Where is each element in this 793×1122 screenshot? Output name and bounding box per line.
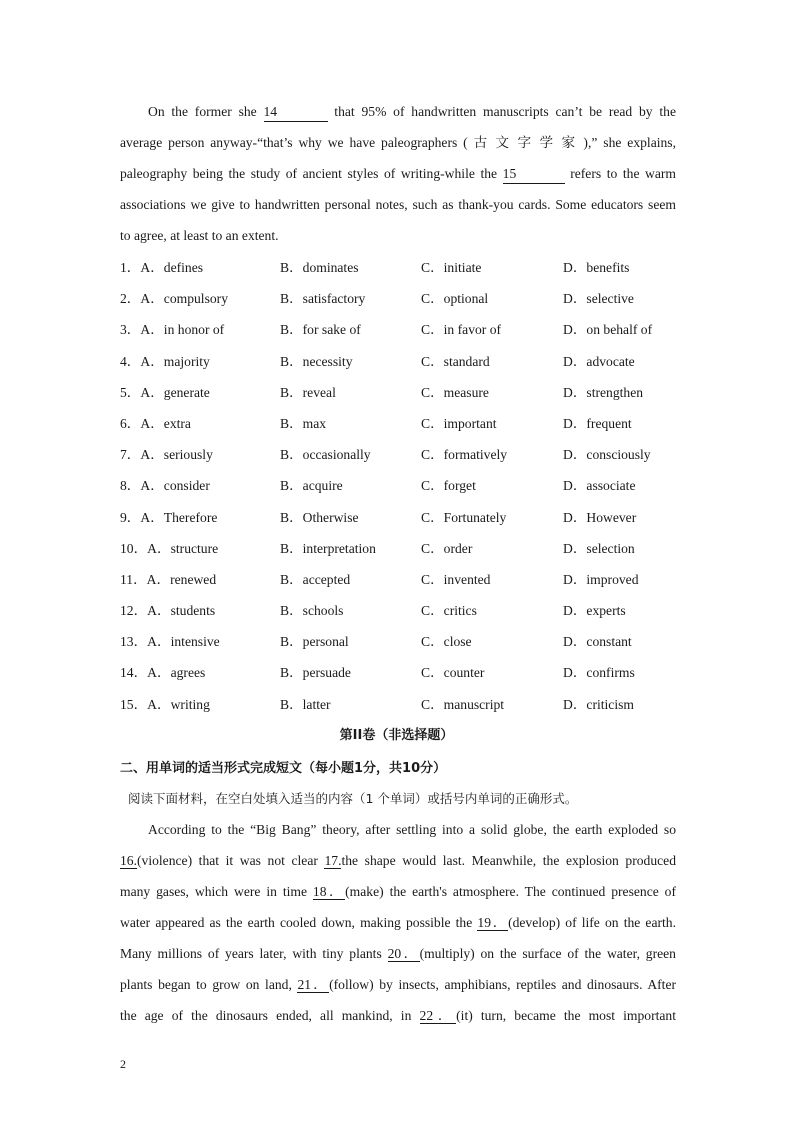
option-d: D．benefits — [563, 260, 630, 275]
option-b: B．persuade — [280, 665, 351, 681]
option-b: B．acquire — [280, 478, 343, 494]
option-d: D．improved — [563, 571, 639, 587]
passage-line: the age of the dinosaurs ended, all mankind, in 22．(it) turn, became the most important — [120, 1008, 677, 1023]
option-c: C．important — [421, 415, 497, 431]
option-a: 9．A．Therefore — [120, 509, 218, 525]
option-row — [120, 287, 680, 318]
option-d: D．frequent — [563, 415, 632, 431]
option-row — [120, 256, 680, 287]
option-row — [120, 412, 680, 443]
option-c: C．forget — [421, 478, 476, 494]
option-row — [120, 537, 680, 568]
option-d: D．criticism — [563, 696, 634, 712]
cloze-passage-ending — [120, 100, 676, 255]
page-number: 2 — [120, 1057, 126, 1071]
option-d: D．experts — [563, 603, 626, 619]
option-b: B．occasionally — [280, 447, 371, 463]
option-b: B．satisfactory — [280, 291, 366, 307]
option-b: B．accepted — [280, 571, 351, 587]
option-c: C．close — [421, 634, 472, 650]
option-c: C．standard — [421, 353, 490, 369]
option-d: D．strengthen — [563, 384, 644, 400]
option-c: C．counter — [421, 665, 485, 681]
option-d: D．constant — [563, 634, 632, 650]
option-c: C．manuscript — [421, 696, 505, 712]
option-a: 10．A．structure — [120, 540, 219, 556]
option-a: 2．A．compulsory — [120, 291, 228, 307]
option-b: B．reveal — [280, 384, 336, 400]
option-d: D．on behalf of — [563, 322, 653, 338]
option-c: C．invented — [421, 571, 491, 587]
blank-22: 22． — [419, 1008, 457, 1023]
option-row — [120, 630, 680, 661]
option-c: C．in favor of — [421, 322, 502, 338]
option-a: 3．A．in honor of — [120, 322, 225, 338]
option-row — [120, 474, 680, 505]
passage-line: 16.(violence) that it was not clear 17.the shape would last. Meanwhile, the explosion produced — [120, 853, 676, 868]
option-a: 8．A．consider — [120, 478, 210, 494]
option-a: 4．A．majority — [120, 353, 210, 369]
blank-19: 19． — [477, 915, 509, 930]
blank-14: 14 — [264, 103, 328, 122]
option-c: C．optional — [421, 291, 489, 307]
option-a: 1．A．defines — [120, 260, 204, 275]
option-c: C．formatively — [421, 447, 508, 463]
passage-line: According to the “Big Bang” theory, after settling into a solid globe, the earth exploded so — [148, 822, 676, 837]
blank-18: 18． — [312, 884, 346, 899]
option-row — [120, 381, 680, 412]
passage-line: water appeared as the earth cooled down, making possible the 19．(develop) of life on the earth. — [120, 915, 676, 930]
option-a: 14．A．agrees — [120, 665, 206, 681]
option-d: D．associate — [563, 478, 636, 494]
passage-line: paleography being the study of ancient styles of writing-while the 15 refers to the warm — [120, 162, 676, 193]
blank-17: 17. — [324, 853, 342, 868]
option-c: C．order — [421, 540, 473, 556]
option-b: B．personal — [280, 634, 349, 650]
option-b: B．Otherwise — [280, 509, 359, 525]
passage-line: to agree, at least to an extent. — [120, 228, 279, 243]
passage-line: many gases, which were in time 18．(make) the earth's atmosphere. The continued presence of — [120, 884, 677, 899]
option-row — [120, 599, 680, 630]
passage-line: associations we give to handwritten personal notes, such as thank-you cards. Some educators seem — [120, 197, 676, 212]
passage-line: Many millions of years later, with tiny plants 20．(multiply) on the surface of the water, green — [120, 946, 676, 961]
option-row — [120, 693, 680, 724]
passage-line: On the former she 14 that 95% of handwritten manuscripts can’t be read by the — [120, 100, 676, 131]
option-c: C．critics — [421, 603, 477, 619]
option-row — [120, 568, 680, 599]
blank-20: 20． — [387, 946, 420, 961]
passage-line: average person anyway-“that’s why we have paleographers ( 古 文 字 学 家 ),” she explains, — [120, 135, 676, 150]
option-a: 15．A．writing — [120, 696, 210, 712]
section-title: 二、用单词的适当形式完成短文（每小题1分，共10分） — [120, 761, 447, 776]
answer-options — [120, 256, 680, 724]
instructions: 阅读下面材料，在空白处填入适当的内容（1 个单词）或括号内单词的正确形式。 — [128, 791, 578, 806]
option-row — [120, 661, 680, 692]
option-b: B．schools — [280, 603, 344, 619]
blank-21: 21． — [297, 977, 330, 992]
option-row — [120, 443, 680, 474]
option-a: 6．A．extra — [120, 415, 191, 431]
option-b: B．interpretation — [280, 540, 376, 556]
option-a: 13．A．intensive — [120, 634, 220, 650]
option-a: 12．A．students — [120, 603, 216, 619]
option-d: D．selection — [563, 540, 635, 556]
blank-15: 15 — [503, 165, 565, 184]
option-b: B．necessity — [280, 353, 353, 369]
option-a: 7．A．seriously — [120, 447, 213, 463]
option-a: 11．A．renewed — [120, 571, 217, 587]
option-d: D．advocate — [563, 353, 635, 369]
option-c: C．initiate — [421, 260, 482, 275]
option-b: B．dominates — [280, 260, 359, 275]
option-b: B．max — [280, 415, 327, 431]
volume-title: 第II卷（非选择题） — [339, 728, 454, 743]
option-row — [120, 350, 680, 381]
option-row — [120, 506, 680, 537]
option-a: 5．A．generate — [120, 384, 210, 400]
blank-16: 16. — [120, 853, 137, 868]
grammar-passage — [120, 818, 676, 1035]
option-c: C．Fortunately — [421, 509, 507, 525]
option-d: D．However — [563, 509, 637, 525]
option-row — [120, 318, 680, 349]
option-c: C．measure — [421, 384, 489, 400]
option-d: D．consciously — [563, 447, 651, 463]
option-b: B．for sake of — [280, 322, 361, 338]
option-b: B．latter — [280, 696, 331, 712]
passage-line: plants began to grow on land, 21．(follow) by insects, amphibians, reptiles and dinosaurs. After — [120, 977, 677, 992]
option-d: D．selective — [563, 291, 634, 307]
option-d: D．confirms — [563, 665, 635, 681]
